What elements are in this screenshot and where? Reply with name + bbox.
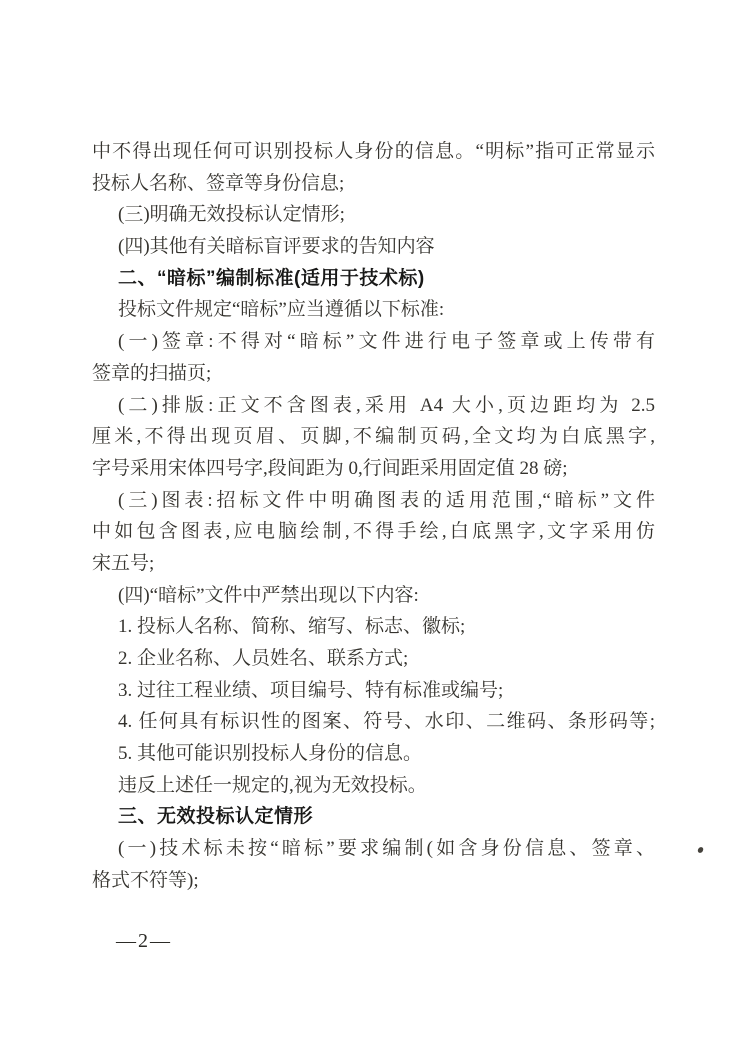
list-item: 3. 过往工程业绩、项目编号、特有标准或编号; [118,679,504,701]
text-line: (一)技术标未按“暗标”要求编制(如含身份信息、签章、 [118,838,655,860]
text-line: (四)其他有关暗标盲评要求的告知内容 [118,236,435,258]
text-line: 宋五号; [92,552,155,574]
text-line: 中不得出现任何可识别投标人身份的信息。“明标”指可正常显示 [92,141,655,162]
ink-speck-artifact [697,846,704,853]
text-line: 格式不符等); [92,869,199,891]
section-heading-2: 二、“暗标”编制标准(适用于技术标) [118,267,425,289]
text-line: 违反上述任一规定的,视为无效投标。 [118,774,427,796]
text-line: 字号采用宋体四号字,段间距为 0,行间距采用固定值 28 磅; [92,457,568,479]
section-heading-3: 三、无效投标认定情形 [118,806,314,828]
text-line: (三)图表:招标文件中明确图表的适用范围,“暗标”文件 [118,489,655,511]
text-line: 投标人名称、签章等身份信息; [92,172,345,194]
text-line: 签章的扫描页; [92,362,212,384]
text-line: 中如包含图表,应电脑绘制,不得手绘,白底黑字,文字采用仿 [92,521,655,543]
text-line: 厘米,不得出现页眉、页脚,不编制页码,全文均为白底黑字, [92,426,655,448]
text-line: 投标文件规定“暗标”应当遵循以下标准: [118,299,445,321]
text-line: (三)明确无效投标认定情形; [118,204,345,226]
list-item: 4. 任何具有标识性的图案、符号、水印、二维码、条形码等; [118,711,655,733]
list-item: 2. 企业名称、人员姓名、联系方式; [118,648,409,669]
list-item: 1. 投标人名称、简称、缩写、标志、徽标; [118,616,466,638]
document-body-text [92,136,655,897]
text-line: (二)排版:正文不含图表,采用 A4 大小,页边距均为 2.5 [118,394,655,416]
text-line: (四)“暗标”文件中严禁出现以下内容: [118,584,419,606]
text-line: (一)签章:不得对“暗标”文件进行电子签章或上传带有 [118,331,655,353]
list-item: 5. 其他可能识别投标人身份的信息。 [118,743,423,765]
page-number: —2— [116,930,172,952]
